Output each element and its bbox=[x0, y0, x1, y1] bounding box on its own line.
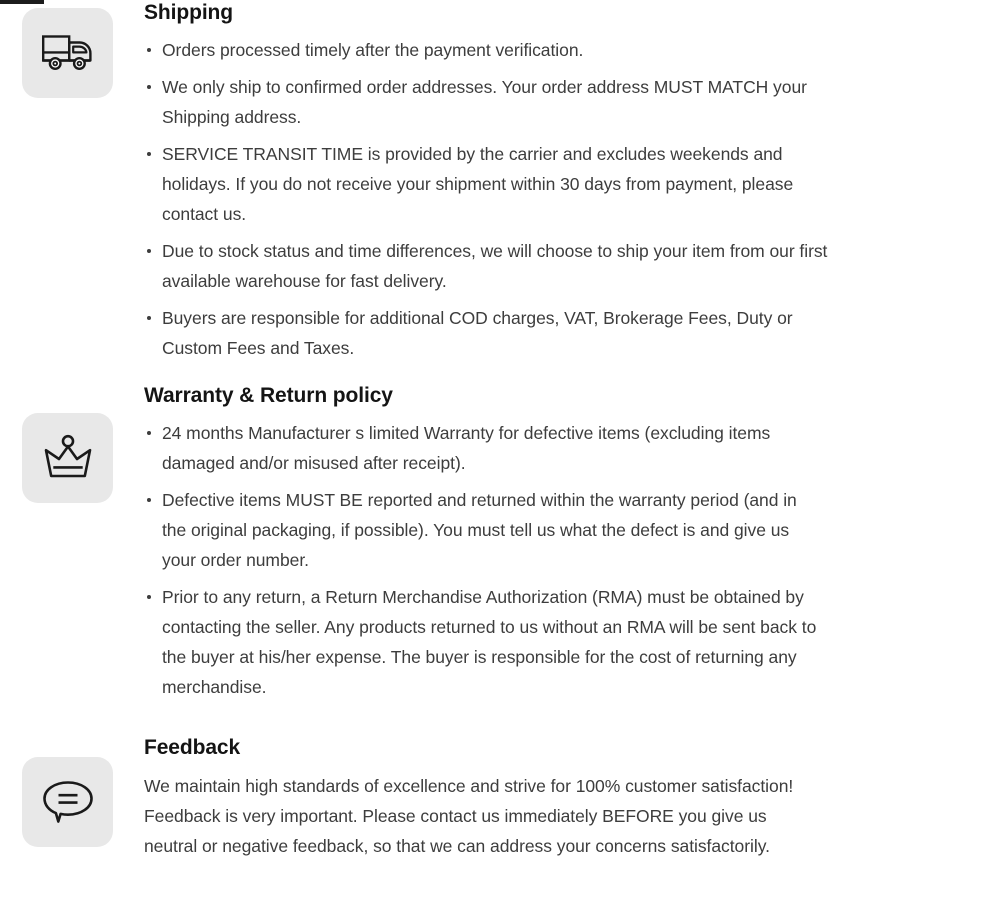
delivery-truck-icon bbox=[41, 32, 95, 74]
list-item-text: Due to stock status and time differences, we will choose to ship your item from our first available warehouse for fast delivery. bbox=[162, 241, 828, 291]
section-feedback-title: Feedback bbox=[144, 736, 241, 759]
list-item-text: Defective items MUST BE reported and returned within the warranty period (and in the original packaging, if possible). You must tell us what the defect is and give us your order number. bbox=[162, 490, 797, 570]
list-item bbox=[144, 35, 852, 65]
list-item-text: 24 months Manufacturer s limited Warranty for defective items (excluding items damaged and/or misused after receipt). bbox=[162, 423, 771, 473]
bullet-dot-icon bbox=[147, 48, 151, 52]
section-feedback bbox=[0, 702, 1000, 861]
bullet-dot-icon bbox=[147, 249, 151, 253]
list-item bbox=[144, 418, 825, 478]
list-item-text: SERVICE TRANSIT TIME is provided by the carrier and excludes weekends and holidays. If you do not receive your shipment within 30 days from payment, please contact us. bbox=[162, 144, 794, 224]
crown-icon bbox=[40, 433, 96, 483]
section-shipping bbox=[0, 0, 1000, 363]
list-item-text: Prior to any return, a Return Merchandise Authorization (RMA) must be obtained by contacting the seller. Any products returned to us without an RMA will be sent back to the buyer at his/her expense. The buyer is responsible for the cost of returning any merchandise. bbox=[162, 587, 817, 697]
section-warranty bbox=[0, 363, 1000, 702]
list-item bbox=[144, 485, 825, 575]
list-item bbox=[144, 582, 825, 702]
section-warranty-body bbox=[144, 383, 1000, 702]
bullet-dot-icon bbox=[147, 595, 151, 599]
list-item bbox=[144, 236, 852, 296]
feedback-icon-tile bbox=[22, 757, 113, 847]
bullet-dot-icon bbox=[147, 498, 151, 502]
list-item bbox=[144, 72, 852, 132]
section-feedback-body bbox=[144, 735, 1000, 861]
shipping-icon-tile bbox=[22, 8, 113, 98]
warranty-icon-tile bbox=[22, 413, 113, 503]
section-feedback-paragraph: We maintain high standards of excellence and strive for 100% customer satisfaction! Feedback is very important. Please contact us immediately BEFORE you give us neutral or negative feedback, so that we can address your concerns satisfactorily. bbox=[144, 776, 794, 856]
list-item-text: Orders processed timely after the payment verification. bbox=[162, 40, 584, 60]
list-item-text: We only ship to confirmed order addresses. Your order address MUST MATCH your Shipping address. bbox=[162, 77, 807, 127]
speech-bubble-icon bbox=[41, 777, 95, 827]
section-warranty-title: Warranty & Return policy bbox=[144, 384, 393, 407]
section-feedback-icon-column bbox=[0, 735, 144, 847]
section-shipping-title: Shipping bbox=[144, 1, 234, 24]
list-item-text: Buyers are responsible for additional COD charges, VAT, Brokerage Fees, Duty or Custom Fees and Taxes. bbox=[162, 308, 793, 358]
list-item bbox=[144, 139, 852, 229]
list-item bbox=[144, 303, 852, 363]
bullet-dot-icon bbox=[147, 85, 151, 89]
section-shipping-icon-column bbox=[0, 0, 144, 98]
section-warranty-bullet-list bbox=[144, 418, 825, 702]
section-shipping-body bbox=[144, 0, 1000, 363]
section-warranty-icon-column bbox=[0, 383, 144, 503]
bullet-dot-icon bbox=[147, 431, 151, 435]
bullet-dot-icon bbox=[147, 316, 151, 320]
bullet-dot-icon bbox=[147, 152, 151, 156]
section-shipping-bullet-list bbox=[144, 35, 852, 363]
